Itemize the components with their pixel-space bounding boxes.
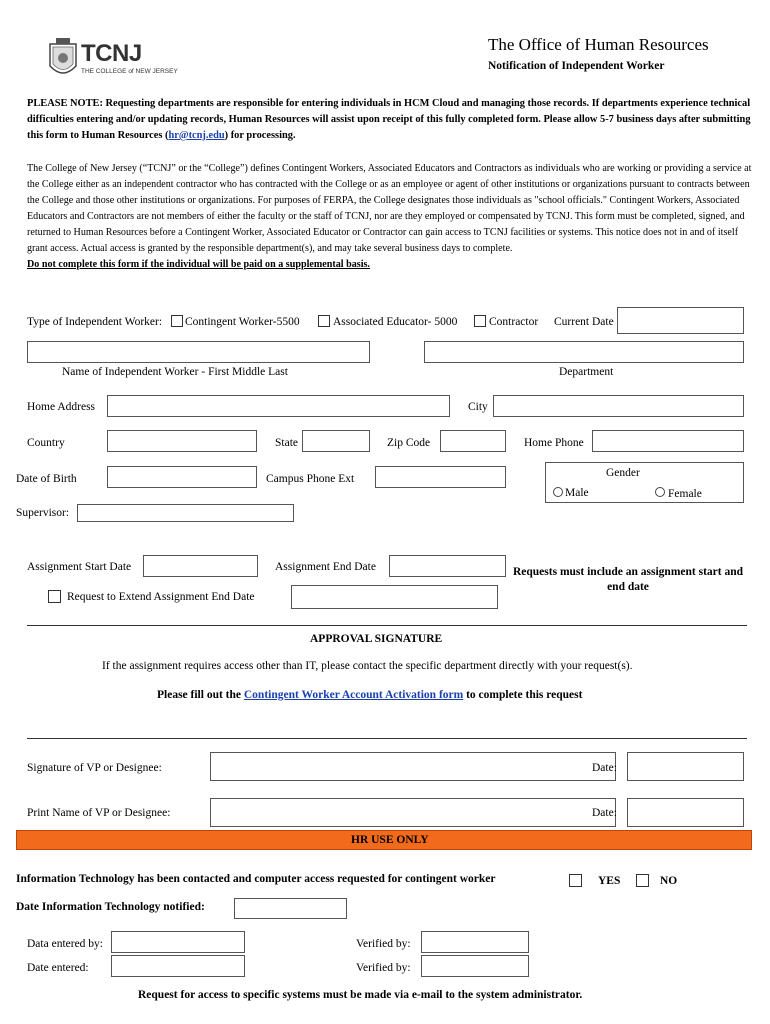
- note-text: PLEASE NOTE: Requesting departments are responsible for entering individuals in HCM Cloud and managing those records. If departments experience technical difficulties entering and/or updating records, Human Resources will assist upon receipt of this fully completed form. Please allow 5-7 business days after submitting this form to Human Resources (: [27, 98, 751, 141]
- city-input[interactable]: [493, 395, 744, 417]
- vp-print-name-input[interactable]: [210, 798, 616, 827]
- department-input[interactable]: [424, 341, 744, 363]
- current-date-label: Current Date: [554, 316, 614, 328]
- date-entered-label: Date entered:: [27, 962, 89, 974]
- form-title: Notification of Independent Worker: [488, 60, 665, 72]
- verified-by-2-input[interactable]: [421, 955, 529, 977]
- assignment-end-input[interactable]: [389, 555, 506, 577]
- contingent-worker-label: Contingent Worker-5500: [185, 316, 300, 328]
- it-notified-input[interactable]: [234, 898, 347, 919]
- contractor-label: Contractor: [489, 316, 539, 328]
- current-date-input[interactable]: [617, 307, 744, 334]
- activation-form-instruction: [157, 689, 582, 703]
- verified-by-input[interactable]: [421, 931, 529, 953]
- date-entered-input[interactable]: [111, 955, 245, 977]
- home-phone-input[interactable]: [592, 430, 744, 452]
- office-title: The Office of Human Resources: [488, 35, 709, 54]
- hr-use-only-label: HR USE ONLY: [351, 834, 429, 846]
- extend-assignment-checkbox[interactable]: [48, 590, 61, 603]
- verified-by-label: Verified by:: [356, 938, 411, 950]
- country-input[interactable]: [107, 430, 257, 452]
- note-text-end: ) for processing.: [224, 130, 296, 141]
- hr-email-link[interactable]: hr@tcnj.edu: [168, 130, 225, 141]
- it-yes-label: YES: [598, 875, 621, 887]
- instruction-text-end: to complete this request: [463, 689, 583, 701]
- intro-paragraph: [27, 161, 752, 273]
- dob-input[interactable]: [107, 466, 257, 488]
- home-address-input[interactable]: [107, 395, 450, 417]
- verified-by-2-label: Verified by:: [356, 962, 411, 974]
- supervisor-label: Supervisor:: [16, 507, 70, 519]
- zip-input[interactable]: [440, 430, 506, 452]
- access-note: If the assignment requires access other than IT, please contact the specific department directly with your request(s).: [102, 660, 633, 672]
- zip-label: Zip Code: [387, 437, 431, 449]
- associated-educator-checkbox[interactable]: [318, 315, 330, 327]
- logo-subtext: THE COLLEGE of NEW JERSEY: [81, 68, 178, 75]
- supervisor-input[interactable]: [77, 504, 294, 522]
- divider: [27, 625, 747, 626]
- state-label: State: [275, 437, 298, 449]
- male-label: Male: [565, 487, 589, 499]
- data-entered-by-label: Data entered by:: [27, 938, 103, 950]
- college-seal-icon: [46, 36, 80, 80]
- assignment-start-input[interactable]: [143, 555, 258, 577]
- it-no-label: NO: [660, 875, 678, 887]
- extend-end-date-input[interactable]: [291, 585, 498, 609]
- female-radio[interactable]: [655, 487, 665, 497]
- dob-label: Date of Birth: [16, 473, 77, 485]
- worker-name-caption: Name of Independent Worker - First Middle Last: [62, 366, 288, 378]
- it-notified-label: Date Information Technology notified:: [16, 901, 205, 913]
- state-input[interactable]: [302, 430, 370, 452]
- activation-form-link[interactable]: Contingent Worker Account Activation form: [243, 689, 464, 701]
- gender-label: Gender: [606, 467, 640, 479]
- vp-signature-label: Signature of VP or Designee:: [27, 762, 162, 774]
- female-label: Female: [668, 488, 702, 500]
- contractor-checkbox[interactable]: [474, 315, 486, 327]
- assignment-start-label: Assignment Start Date: [27, 561, 132, 573]
- contingent-worker-checkbox[interactable]: [171, 315, 183, 327]
- logo-wordmark: TCNJ: [81, 40, 142, 67]
- vp-signature-input[interactable]: [210, 752, 616, 781]
- supplemental-warning: Do not complete this form if the individual will be paid on a supplemental basis.: [27, 259, 370, 270]
- it-yes-checkbox[interactable]: [569, 874, 582, 887]
- home-phone-label: Home Phone: [524, 437, 584, 449]
- it-contacted-label: Information Technology has been contacted and computer access requested for contingent worker: [16, 873, 496, 885]
- associated-educator-label: Associated Educator- 5000: [333, 316, 458, 328]
- it-no-checkbox[interactable]: [636, 874, 649, 887]
- instruction-text: Please fill out the: [157, 689, 244, 701]
- male-radio[interactable]: [553, 487, 563, 497]
- data-entered-by-input[interactable]: [111, 931, 245, 953]
- print-date-label: Date:: [592, 807, 617, 819]
- please-note: [27, 96, 752, 144]
- city-label: City: [468, 401, 488, 413]
- country-label: Country: [27, 437, 65, 449]
- campus-phone-label: Campus Phone Ext: [266, 473, 355, 485]
- extend-assignment-label: Request to Extend Assignment End Date: [67, 591, 255, 603]
- signature-date-input[interactable]: [627, 752, 744, 781]
- worker-name-input[interactable]: [27, 341, 370, 363]
- divider: [27, 738, 747, 739]
- approval-heading: APPROVAL SIGNATURE: [310, 633, 443, 645]
- worker-type-label: Type of Independent Worker:: [27, 316, 163, 328]
- assignment-requirement-note: Requests must include an assignment start and end date: [512, 566, 744, 593]
- vp-print-name-label: Print Name of VP or Designee:: [27, 807, 171, 819]
- campus-phone-input[interactable]: [375, 466, 506, 488]
- home-address-label: Home Address: [27, 401, 96, 413]
- print-date-input[interactable]: [627, 798, 744, 827]
- tcnj-logo: [46, 36, 178, 80]
- signature-date-label: Date:: [592, 762, 617, 774]
- intro-text: The College of New Jersey (“TCNJ” or the “College”) defines Contingent Workers, Associated Educators and Contractors as individuals who are working or providing a service at the College either as an independent contractor who has contracted with the College or as an employee or agent of other institutions or organizations pursuant to contracts between the College and those other institutions or organizations. For purposes of FERPA, the College designates those individuals as "school officials." Contingent Workers, Associated Educators and Contractors are not members of either the faculty or the staff of TCNJ, nor are they employed or compensated by TCNJ. This form must be completed, signed, and returned to Human Resources before a Contingent Worker, Associated Educator or Contractor can gain access to TCNJ facilities or systems. This notice does not in and of itself grant access. Actual access is granted by the responsible department(s), and may take several business days to complete.: [27, 163, 752, 254]
- assignment-end-label: Assignment End Date: [275, 561, 376, 573]
- department-caption: Department: [559, 366, 614, 378]
- system-access-footer: Request for access to specific systems must be made via e-mail to the system administrator.: [138, 989, 583, 1001]
